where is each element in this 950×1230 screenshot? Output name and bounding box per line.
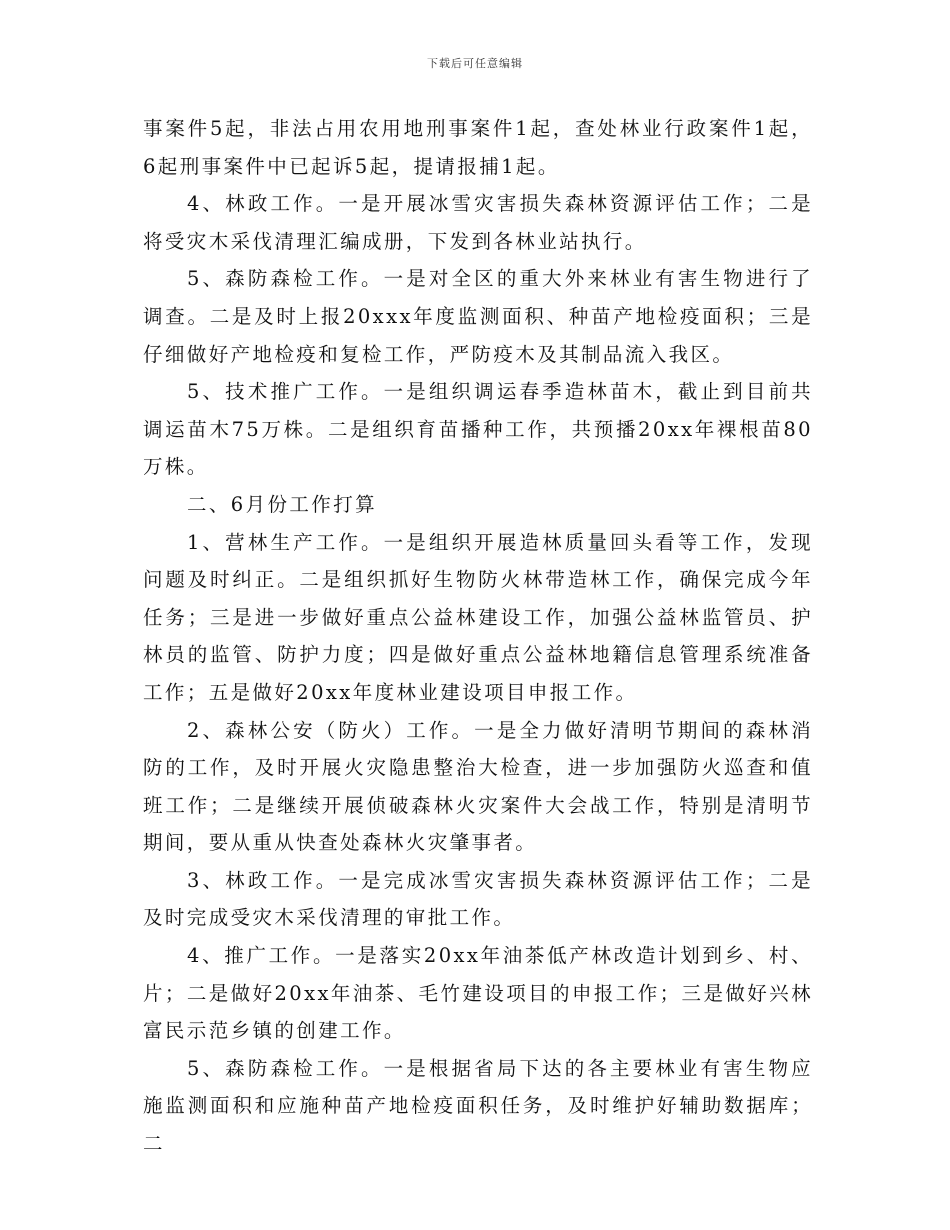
- paragraph-case-summary: 事案件5起，非法占用农用地刑事案件1起，查处林业行政案件1起，6起刑事案件中已起诉5起，提请报捕1起。: [143, 117, 813, 178]
- paragraph-tech-promotion: 5、技术推广工作。一是组织调运春季造林苗木，截止到目前共调运苗木75万株。二是组织育苗播种工作，共预播20xx年裸根苗80万株。: [143, 380, 813, 479]
- document-body: [143, 110, 813, 1163]
- section-heading-june-plan: 二、6月份工作打算: [187, 492, 378, 516]
- page-header: 下载后可任意编辑: [427, 57, 523, 70]
- paragraph-plan-forest-admin: 3、林政工作。一是完成冰雪灾害损失森林资源评估工作；二是及时完成受灾木采伐清理的审批工作。: [143, 868, 813, 930]
- paragraph-plan-forest-production: 1、营林生产工作。一是组织开展造林质量回头看等工作，发现问题及时纠正。二是组织抓好生物防火林带造林工作，确保完成今年任务；三是进一步做好重点公益林建设工作，加强公益林监管员、护林员的监管、防护力度；四是做好重点公益林地籍信息管理系统准备工作；五是做好20xx年度林业建设项目申报工作。: [143, 530, 813, 704]
- paragraph-plan-pest-quarantine: 5、森防森检工作。一是根据省局下达的各主要林业有害生物应施监测面积和应施种苗产地检疫面积任务，及时维护好辅助数据库；二: [143, 1056, 813, 1156]
- paragraph-plan-promotion: 4、推广工作。一是落实20xx年油茶低产林改造计划到乡、村、片；二是做好20xx年油茶、毛竹建设项目的申报工作；三是做好兴林富民示范乡镇的创建工作。: [143, 944, 813, 1043]
- paragraph-plan-fire-prevention: 2、森林公安（防火）工作。一是全力做好清明节期间的森林消防的工作，及时开展火灾隐患整治大检查，进一步加强防火巡查和值班工作；二是继续开展侦破森林火灾案件大会战工作，特别是清明节期间，要从重从快查处森林火灾肇事者。: [143, 718, 813, 855]
- paragraph-pest-quarantine: 5、森防森检工作。一是对全区的重大外来林业有害生物进行了调查。二是及时上报20xxx年度监测面积、种苗产地检疫面积；三是仔细做好产地检疫和复检工作，严防疫木及其制品流入我区。: [143, 267, 813, 366]
- paragraph-forest-admin: 4、林政工作。一是开展冰雪灾害损失森林资源评估工作；二是将受灾木采伐清理汇编成册，下发到各林业站执行。: [143, 192, 813, 253]
